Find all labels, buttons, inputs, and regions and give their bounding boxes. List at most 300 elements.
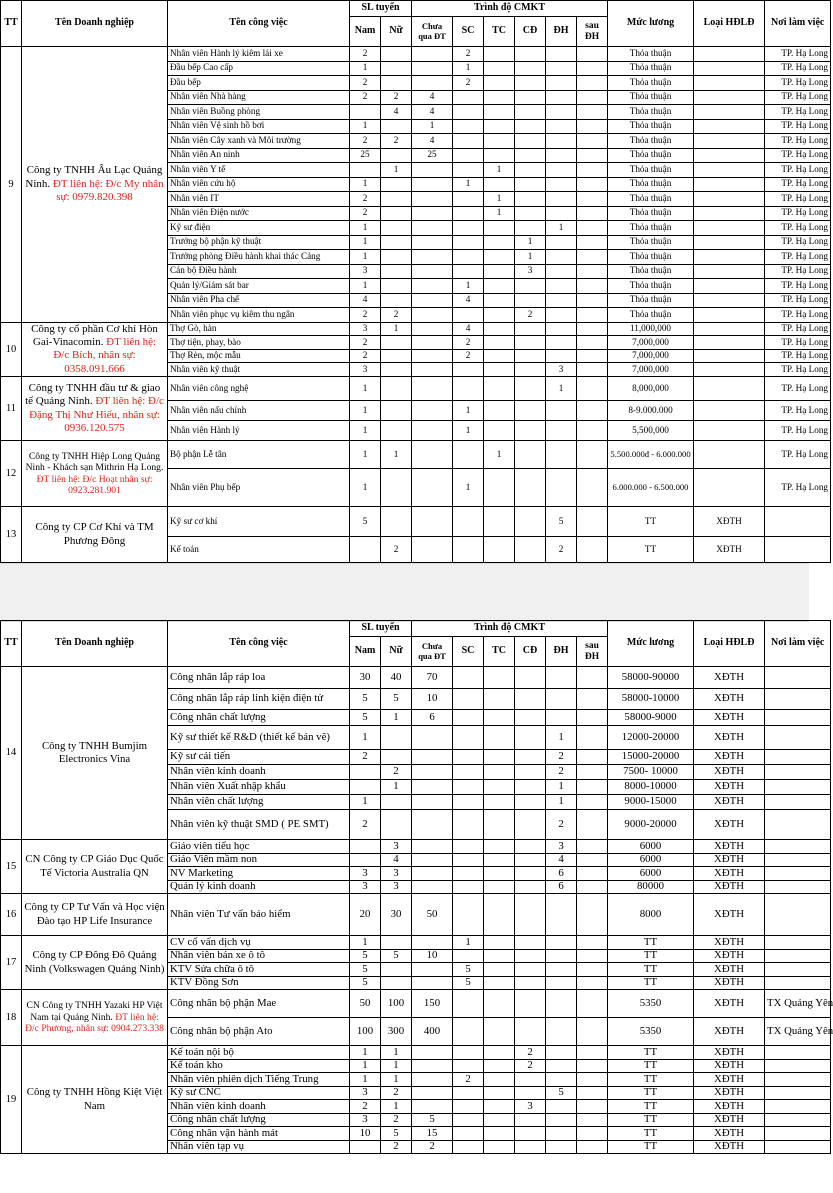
job-title: Công nhân chất lượng: [168, 1113, 350, 1127]
count-cd: [515, 105, 546, 120]
count-male: 5: [350, 963, 381, 977]
count-untrained: [412, 469, 453, 507]
count-cd: [515, 963, 546, 977]
job-title: Nhân viên Buồng phòng: [168, 105, 350, 120]
count-postgrad: [577, 148, 608, 163]
job-title: Giáo viên tiểu học: [168, 840, 350, 854]
count-cd: [515, 76, 546, 91]
contract-type: [694, 105, 765, 120]
job-title: Trưởng bộ phận kỹ thuật: [168, 235, 350, 250]
row-number: 18: [1, 990, 22, 1046]
count-sc: [453, 1100, 484, 1114]
contract-type: XĐTH: [694, 537, 765, 563]
salary: 9000-15000: [608, 795, 694, 810]
job-title: Cán bộ Điều hành: [168, 264, 350, 279]
count-untrained: 6: [412, 710, 453, 726]
count-dh: [546, 1140, 577, 1154]
count-untrained: [412, 177, 453, 192]
header-dh: ĐH: [546, 637, 577, 667]
contract-type: [694, 308, 765, 323]
work-location: [765, 936, 831, 950]
count-male: 2: [350, 810, 381, 840]
salary: Thỏa thuận: [608, 134, 694, 149]
count-female: 30: [381, 894, 412, 936]
row-number: 16: [1, 894, 22, 936]
count-postgrad: [577, 780, 608, 795]
count-male: 1: [350, 221, 381, 236]
row-number: 14: [1, 667, 22, 840]
company-contact: ĐT liên hệ: Đ/c Phương, nhân sự: 0904.273.338: [25, 1011, 164, 1035]
count-cd: [515, 667, 546, 689]
table-row: [1, 936, 831, 950]
job-title: Kỹ sư CNC: [168, 1086, 350, 1100]
count-untrained: 4: [412, 90, 453, 105]
count-female: 2: [381, 537, 412, 563]
work-location: [765, 795, 831, 810]
count-untrained: 2: [412, 1140, 453, 1154]
count-postgrad: [577, 894, 608, 936]
count-sc: 2: [453, 349, 484, 363]
salary: 58000-90000: [608, 667, 694, 689]
company-title: Công ty TNHH Bumjim Electronics Vina: [41, 739, 148, 765]
count-cd: [515, 177, 546, 192]
contract-type: XĐTH: [694, 507, 765, 537]
count-untrained: [412, 1059, 453, 1073]
contract-type: XĐTH: [694, 726, 765, 750]
count-female: 100: [381, 990, 412, 1018]
contract-type: [694, 235, 765, 250]
count-untrained: [412, 867, 453, 881]
count-male: [350, 765, 381, 780]
count-tc: [484, 76, 515, 91]
count-dh: [546, 47, 577, 62]
salary: TT: [608, 1140, 694, 1154]
job-title: Nhân viên bán xe ô tô: [168, 949, 350, 963]
contract-type: [694, 61, 765, 76]
count-sc: [453, 148, 484, 163]
work-location: [765, 1140, 831, 1154]
count-male: 2: [350, 349, 381, 363]
company-name: [22, 1046, 168, 1154]
header-nam: Nam: [350, 17, 381, 47]
work-location: [765, 949, 831, 963]
job-title: Công nhân vận hành mát: [168, 1127, 350, 1141]
count-tc: [484, 322, 515, 336]
count-cd: [515, 421, 546, 441]
count-cd: [515, 293, 546, 308]
count-untrained: [412, 322, 453, 336]
salary: Thỏa thuận: [608, 250, 694, 265]
count-female: [381, 726, 412, 750]
work-location: TP. Hạ Long: [765, 235, 831, 250]
count-sc: [453, 235, 484, 250]
contract-type: [694, 148, 765, 163]
count-male: 1: [350, 401, 381, 421]
count-postgrad: [577, 134, 608, 149]
salary: TT: [608, 537, 694, 563]
count-postgrad: [577, 1073, 608, 1087]
count-cd: [515, 279, 546, 294]
count-male: 1: [350, 61, 381, 76]
count-tc: [484, 810, 515, 840]
work-location: [765, 1086, 831, 1100]
company-name: [22, 47, 168, 323]
count-male: 2: [350, 134, 381, 149]
header-nu: Nữ: [381, 17, 412, 47]
job-title: Nhân viên công nghệ: [168, 377, 350, 401]
salary: Thỏa thuận: [608, 308, 694, 323]
count-tc: [484, 221, 515, 236]
job-title: Công nhân lắp ráp loa: [168, 667, 350, 689]
count-tc: [484, 401, 515, 421]
count-untrained: [412, 840, 453, 854]
count-female: [381, 750, 412, 765]
count-postgrad: [577, 322, 608, 336]
count-male: 3: [350, 1086, 381, 1100]
count-tc: [484, 976, 515, 990]
count-male: 100: [350, 1018, 381, 1046]
count-postgrad: [577, 867, 608, 881]
count-female: [381, 377, 412, 401]
count-dh: [546, 279, 577, 294]
row-number: 12: [1, 441, 22, 507]
count-tc: [484, 795, 515, 810]
job-title: Nhân viên Y tế: [168, 163, 350, 178]
work-location: TP. Hạ Long: [765, 148, 831, 163]
header-contract: Loại HĐLĐ: [694, 1, 765, 47]
count-postgrad: [577, 537, 608, 563]
count-male: 2: [350, 206, 381, 221]
count-tc: 1: [484, 163, 515, 178]
count-postgrad: [577, 177, 608, 192]
count-tc: [484, 177, 515, 192]
count-postgrad: [577, 810, 608, 840]
salary: Thỏa thuận: [608, 177, 694, 192]
table-row: [1, 507, 831, 537]
count-postgrad: [577, 1018, 608, 1046]
contract-type: [694, 336, 765, 350]
row-number: 17: [1, 936, 22, 990]
count-cd: [515, 990, 546, 1018]
count-male: [350, 780, 381, 795]
count-cd: [515, 1073, 546, 1087]
row-number: 13: [1, 507, 22, 563]
header-row: [1, 1, 831, 17]
count-dh: 1: [546, 726, 577, 750]
work-location: [765, 689, 831, 710]
count-sc: [453, 750, 484, 765]
count-cd: [515, 363, 546, 377]
count-untrained: [412, 1046, 453, 1060]
count-male: 1: [350, 936, 381, 950]
work-location: [765, 1059, 831, 1073]
recruitment-table-1: [0, 0, 829, 563]
job-title: Nhân viên Pha chế: [168, 293, 350, 308]
job-title: Kỹ sư thiết kế R&D (thiết kế bản vẽ): [168, 726, 350, 750]
table-row: [1, 377, 831, 401]
count-male: 1: [350, 377, 381, 401]
count-cd: [515, 349, 546, 363]
header-chua: Chưa qua ĐT: [412, 637, 453, 667]
count-cd: [515, 1113, 546, 1127]
count-male: 2: [350, 308, 381, 323]
count-male: 4: [350, 293, 381, 308]
count-tc: [484, 1100, 515, 1114]
count-postgrad: [577, 105, 608, 120]
count-dh: [546, 1127, 577, 1141]
header-trinhdo: Trình độ CMKT: [412, 1, 608, 17]
count-cd: [515, 750, 546, 765]
work-location: [765, 880, 831, 894]
row-number: 15: [1, 840, 22, 894]
count-tc: [484, 279, 515, 294]
count-sc: [453, 795, 484, 810]
job-title: Nhân viên Cây xanh và Môi trường: [168, 134, 350, 149]
count-dh: 2: [546, 537, 577, 563]
count-postgrad: [577, 795, 608, 810]
count-postgrad: [577, 750, 608, 765]
salary: Thỏa thuận: [608, 105, 694, 120]
count-cd: [515, 119, 546, 134]
count-male: [350, 840, 381, 854]
count-dh: [546, 336, 577, 350]
count-female: 2: [381, 134, 412, 149]
count-postgrad: [577, 76, 608, 91]
job-title: Nhân viên phục vụ kiêm thu ngân: [168, 308, 350, 323]
count-untrained: [412, 780, 453, 795]
count-untrained: [412, 1086, 453, 1100]
count-dh: [546, 963, 577, 977]
count-cd: [515, 441, 546, 469]
contract-type: [694, 322, 765, 336]
salary: 5350: [608, 990, 694, 1018]
count-female: [381, 363, 412, 377]
count-tc: [484, 880, 515, 894]
work-location: [765, 840, 831, 854]
count-untrained: [412, 279, 453, 294]
count-postgrad: [577, 349, 608, 363]
contract-type: [694, 293, 765, 308]
salary: Thỏa thuận: [608, 293, 694, 308]
contract-type: [694, 134, 765, 149]
count-untrained: [412, 363, 453, 377]
salary: 8-9.000.000: [608, 401, 694, 421]
count-female: 2: [381, 1140, 412, 1154]
count-sc: [453, 894, 484, 936]
count-female: [381, 119, 412, 134]
salary: TT: [608, 1100, 694, 1114]
count-tc: [484, 1046, 515, 1060]
work-location: TP. Hạ Long: [765, 322, 831, 336]
company-contact: ĐT liên hệ: Đ/c Đặng Thị Như Hiếu, nhân sự: 0936.120.575: [29, 395, 164, 435]
count-dh: [546, 148, 577, 163]
count-male: 5: [350, 710, 381, 726]
contract-type: XĐTH: [694, 710, 765, 726]
count-cd: [515, 61, 546, 76]
count-female: [381, 507, 412, 537]
count-sc: 5: [453, 976, 484, 990]
count-untrained: 4: [412, 134, 453, 149]
job-title: Nhân viên Hành lý: [168, 421, 350, 441]
contract-type: [694, 441, 765, 469]
count-untrained: [412, 936, 453, 950]
count-sc: 2: [453, 336, 484, 350]
count-untrained: [412, 537, 453, 563]
count-cd: 1: [515, 235, 546, 250]
header-sl: SL tuyển: [350, 621, 412, 637]
count-tc: [484, 469, 515, 507]
count-untrained: [412, 963, 453, 977]
job-title: Kỹ sư cải tiến: [168, 750, 350, 765]
count-sc: [453, 1140, 484, 1154]
work-location: TP. Hạ Long: [765, 192, 831, 207]
count-postgrad: [577, 990, 608, 1018]
header-row: [1, 621, 831, 637]
count-untrained: [412, 1100, 453, 1114]
job-title: Kế toán kho: [168, 1059, 350, 1073]
count-male: 3: [350, 363, 381, 377]
count-sc: [453, 840, 484, 854]
count-male: 1: [350, 1046, 381, 1060]
count-cd: [515, 1086, 546, 1100]
salary: 7,000,000: [608, 363, 694, 377]
work-location: [765, 867, 831, 881]
salary: TT: [608, 1046, 694, 1060]
salary: 5350: [608, 1018, 694, 1046]
job-title: Nhân viên kinh doanh: [168, 765, 350, 780]
count-cd: [515, 1018, 546, 1046]
count-untrained: [412, 441, 453, 469]
header-tt: TT: [1, 1, 22, 47]
count-female: [381, 810, 412, 840]
count-postgrad: [577, 206, 608, 221]
work-location: [765, 976, 831, 990]
contract-type: XĐTH: [694, 880, 765, 894]
count-female: 5: [381, 689, 412, 710]
count-dh: 2: [546, 765, 577, 780]
job-title: Bộ phận Lễ tân: [168, 441, 350, 469]
count-dh: [546, 469, 577, 507]
job-title: Thợ Gò, hàn: [168, 322, 350, 336]
count-dh: [546, 206, 577, 221]
count-male: 3: [350, 880, 381, 894]
work-location: TP. Hạ Long: [765, 401, 831, 421]
job-title: Quản lý kinh doanh: [168, 880, 350, 894]
count-tc: 1: [484, 441, 515, 469]
count-postgrad: [577, 90, 608, 105]
company-name: [22, 936, 168, 990]
count-female: [381, 177, 412, 192]
work-location: [765, 750, 831, 765]
company-name: [22, 441, 168, 507]
count-cd: [515, 1127, 546, 1141]
contract-type: XĐTH: [694, 936, 765, 950]
work-location: TX Quảng Yên: [765, 1018, 831, 1046]
job-title: Nhân viên kỹ thuật SMD ( PE SMT): [168, 810, 350, 840]
count-tc: [484, 235, 515, 250]
header-chua: Chưa qua ĐT: [412, 17, 453, 47]
count-male: [350, 537, 381, 563]
count-female: 40: [381, 667, 412, 689]
contract-type: [694, 221, 765, 236]
contract-type: XĐTH: [694, 1018, 765, 1046]
count-sc: [453, 105, 484, 120]
count-cd: [515, 810, 546, 840]
job-title: CV cố vấn dịch vụ: [168, 936, 350, 950]
work-location: TP. Hạ Long: [765, 90, 831, 105]
count-dh: [546, 1018, 577, 1046]
count-cd: 2: [515, 1059, 546, 1073]
count-untrained: [412, 308, 453, 323]
count-untrained: [412, 250, 453, 265]
count-cd: [515, 507, 546, 537]
count-sc: [453, 710, 484, 726]
contract-type: [694, 469, 765, 507]
job-title: Giáo Viên mầm non: [168, 853, 350, 867]
salary: Thỏa thuận: [608, 221, 694, 236]
header-cd: CĐ: [515, 17, 546, 47]
count-male: 3: [350, 322, 381, 336]
job-title: Nhân viên Xuất nhập khẩu: [168, 780, 350, 795]
count-female: [381, 469, 412, 507]
work-location: [765, 1100, 831, 1114]
salary: 8000: [608, 894, 694, 936]
count-dh: [546, 1100, 577, 1114]
count-postgrad: [577, 401, 608, 421]
salary: Thỏa thuận: [608, 148, 694, 163]
count-tc: [484, 61, 515, 76]
count-sc: 5: [453, 963, 484, 977]
count-dh: [546, 61, 577, 76]
salary: 11,000,000: [608, 322, 694, 336]
count-tc: [484, 963, 515, 977]
salary: 7,000,000: [608, 349, 694, 363]
count-female: 5: [381, 1127, 412, 1141]
salary: TT: [608, 936, 694, 950]
count-sc: [453, 990, 484, 1018]
count-postgrad: [577, 119, 608, 134]
job-title: Trưởng phòng Điều hành khai thác Cảng: [168, 250, 350, 265]
work-location: [765, 710, 831, 726]
count-sc: [453, 377, 484, 401]
count-female: [381, 336, 412, 350]
contract-type: XĐTH: [694, 1059, 765, 1073]
count-male: 1: [350, 119, 381, 134]
contract-type: XĐTH: [694, 867, 765, 881]
contract-type: XĐTH: [694, 990, 765, 1018]
count-male: 3: [350, 264, 381, 279]
count-cd: [515, 765, 546, 780]
count-cd: [515, 322, 546, 336]
work-location: [765, 667, 831, 689]
count-cd: 3: [515, 264, 546, 279]
count-postgrad: [577, 336, 608, 350]
count-dh: [546, 177, 577, 192]
count-tc: [484, 119, 515, 134]
count-tc: [484, 853, 515, 867]
count-cd: [515, 894, 546, 936]
count-postgrad: [577, 363, 608, 377]
count-sc: 1: [453, 61, 484, 76]
salary: 80000: [608, 880, 694, 894]
table-row: [1, 667, 831, 689]
count-tc: [484, 750, 515, 765]
salary: 5.500.000đ - 6.000.000: [608, 441, 694, 469]
count-female: [381, 279, 412, 294]
count-cd: [515, 936, 546, 950]
count-tc: [484, 349, 515, 363]
work-location: TP. Hạ Long: [765, 221, 831, 236]
